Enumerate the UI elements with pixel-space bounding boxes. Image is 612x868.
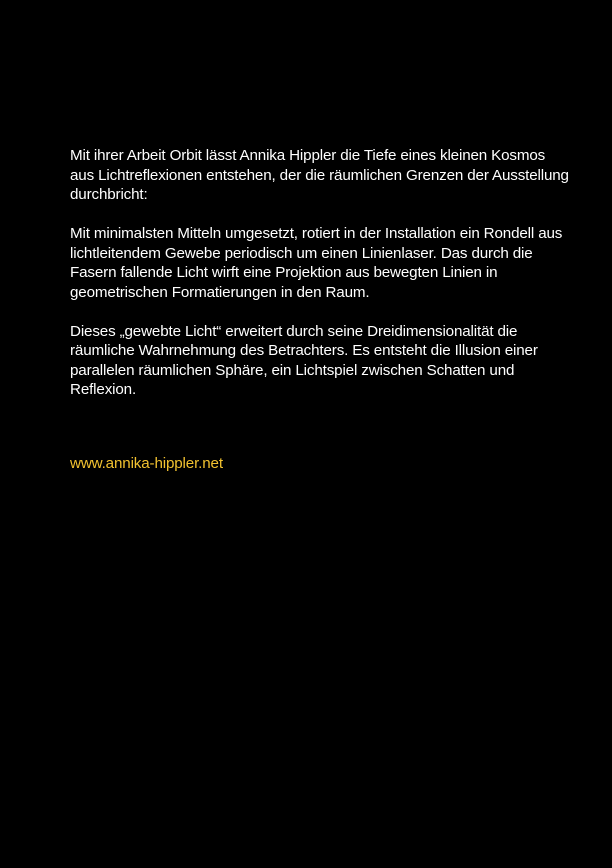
paragraph-intro: Mit ihrer Arbeit Orbit lässt Annika Hippler die Tiefe eines kleinen Kosmos aus Lichtreflexionen entstehen, der die räumlichen Grenzen der Ausstellung durchbricht: xyxy=(70,147,569,203)
paragraph-perception: Dieses „gewebte Licht“ erweitert durch seine Dreidimensionalität die räumliche Wahrnehmung des Betrachters. Es entsteht die Illusion einer parallelen räumlichen Sphäre, ein Lichtspiel zwischen Schatten und Reflexion. xyxy=(70,322,538,398)
paragraph-installation: Mit minimalsten Mitteln umgesetzt, rotiert in der Installation ein Rondell aus lichtleitendem Gewebe periodisch um einen Linienlaser. Das durch die Fasern fallende Licht wirft eine Projektion aus bewegten Linien in geometrischen Formatierungen in den Raum. xyxy=(70,225,563,301)
website-link[interactable]: www.annika-hippler.net xyxy=(70,455,223,472)
artwork-description xyxy=(70,146,570,419)
